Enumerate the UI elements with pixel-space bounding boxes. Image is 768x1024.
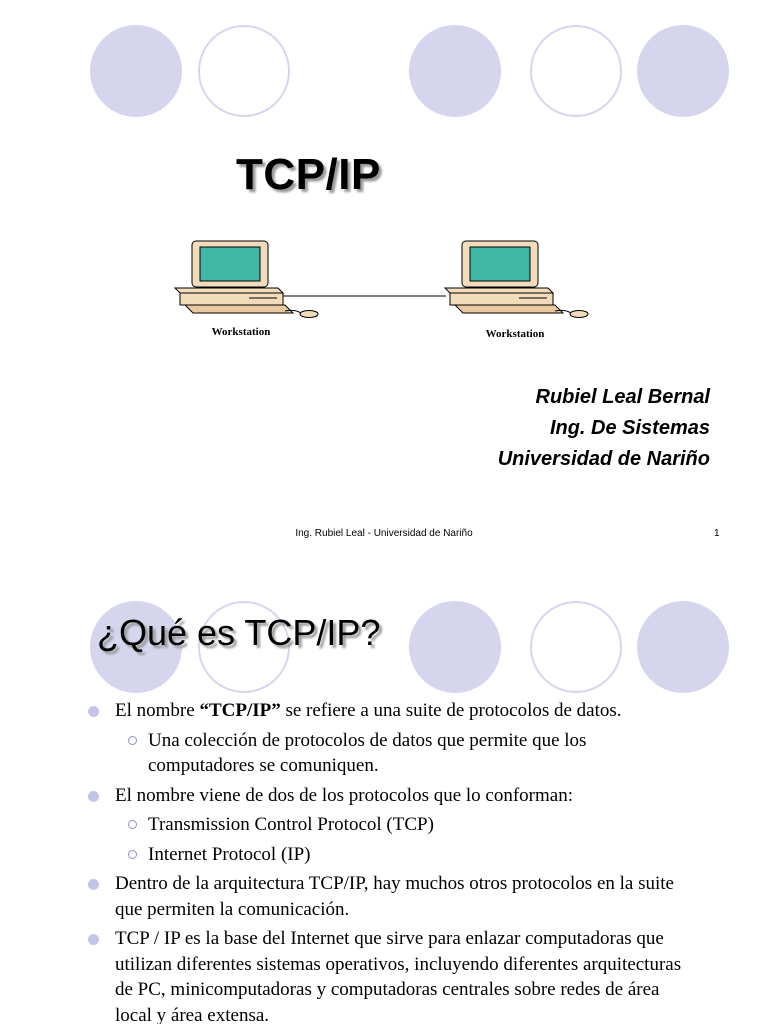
bullet-text: “TCP/IP” [199,700,281,721]
workstation-label-right: Workstation [485,328,545,340]
bullet-text: TCP / IP es la base del Internet que sirve para enlazar computadoras que utilizan diferentes sistemas operativos, incluyendo diferentes arquitecturas de PC, minicomputadoras y computadoras centrales sobre redes de área local y área extensa. [115,928,682,1024]
author-role: Ing. De Sistemas [549,417,710,439]
slide-footer: Ing. Rubiel Leal - Universidad de Nariño [295,528,473,539]
slide-title: TCP/IP [236,150,381,199]
bullet-ring-icon [128,820,137,829]
bullet-list [0,698,768,1024]
bullet-text: Una colección de protocolos de datos que permite que los computadores se comuniquen. [148,729,587,776]
bullet-item [0,926,768,1024]
bullet-dot-icon [88,791,99,802]
slide-title: ¿Qué es TCP/IP? [97,612,381,653]
workstation-label-left: Workstation [211,326,271,338]
author-institution: Universidad de Nariño [497,448,710,470]
bullet-item [0,728,768,779]
bullet-text: Dentro de la arquitectura TCP/IP, hay muchos otros protocolos en la suite que permiten la comunicación. [115,873,674,920]
bullet-dot-icon [88,879,99,890]
workstation-icon [175,241,318,318]
decor-circle-filled [409,601,501,693]
bullet-text: Internet Protocol (IP) [148,843,311,865]
bullet-ring-icon [128,736,137,745]
bullet-dot-icon [88,706,99,717]
bullet-ring-icon [128,850,137,859]
bullet-text: Transmission Control Protocol (TCP) [148,814,434,835]
workstation-icon [445,241,588,318]
bullet-item [0,871,768,922]
bullet-text: se refiere a una suite de protocolos de datos. [280,700,622,721]
bullet-item [0,842,768,868]
page-number: 1 [714,528,720,539]
bullet-item [0,812,768,838]
author-name: Rubiel Leal Bernal [535,386,710,408]
bullet-item [0,698,768,724]
bullet-item [0,783,768,809]
decor-circle-outline [530,601,622,693]
bullet-text: El nombre viene de dos de los protocolos que lo conforman: [115,784,574,806]
slide-2 [0,576,768,1024]
bullet-dot-icon [88,934,99,945]
bullet-text: El nombre [115,700,200,721]
author-block [498,382,710,475]
decor-circle-filled [637,601,729,693]
